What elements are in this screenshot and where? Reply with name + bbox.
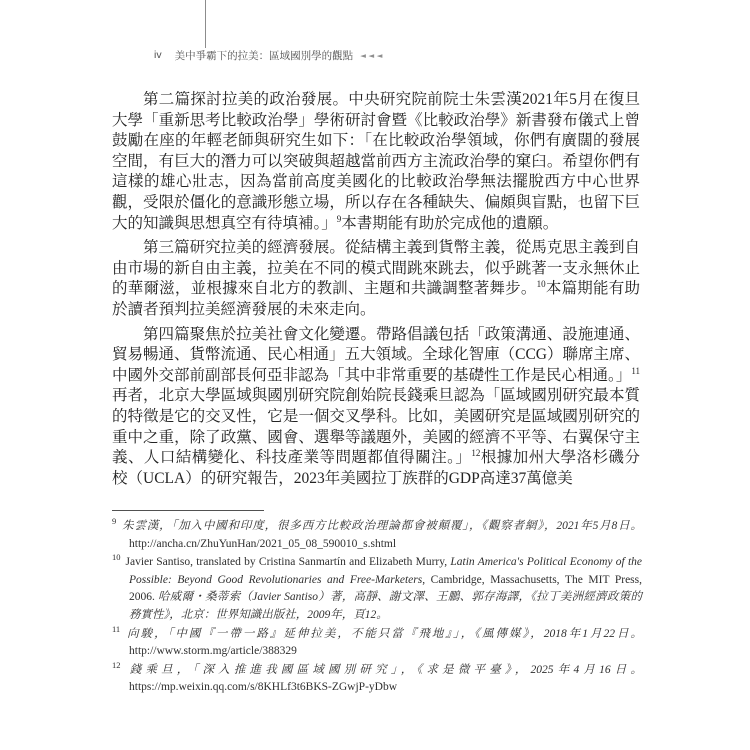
paragraph xyxy=(112,90,640,234)
footnote-text: 朱雲漢，「加入中國和印度，很多西方比較政治理論都會被顛覆」，《觀察者網》，2021年5月8日。 xyxy=(121,520,642,532)
text-run: 第四篇聚焦於拉美社會文化變遷。帶路倡議包括「政策溝通、設施連通、貿易暢通、貨幣流通、民心相通」五大領域。全球化智庫（CCG）聯席主席、中國外交部前副部長何亞非認為「其中非常重要的基礎性工作是民心相通。」 xyxy=(112,325,640,384)
page-header xyxy=(154,48,385,62)
text-run: 第三篇研究拉美的經濟發展。從結構主義到貨幣主義，從馬克思主義到自由市場的新自由主義，拉美在不同的模式間跳來跳去，似乎跳著一支永無休止的華爾滋，並根據來自北方的教訓、主題和共識調整著舞步。 xyxy=(112,239,640,298)
footnote-number: 11 xyxy=(112,623,121,634)
page-number: iv xyxy=(154,49,162,61)
footnote-ref: 9 xyxy=(336,213,342,224)
footnote-text: 錢乘旦，「深入推進我國區域國別研究」，《求是微平臺》，2025年4月16日。 xyxy=(125,663,642,676)
running-title: 美中爭霸下的拉美：區域國別學的觀點 xyxy=(174,49,354,62)
paragraph xyxy=(112,238,640,320)
footnote xyxy=(112,659,642,697)
footnote-url: http://www.storm.mg/article/388329 xyxy=(129,645,297,658)
text-run: 本篇期能有助於讀者預判拉美經濟發展的未來走向。 xyxy=(112,280,640,318)
text-run: 再者，北京大學區域與國別研究院創始院長錢乘旦認為「區域國別研究最本質的特徵是它的交叉性，它是一個交叉學科。比如，美國研究是區域國別研究的重中之重，除了政黨、國會、選舉等議題外，美國的經濟不平等、右翼保守主義、人口結構變化、科技產業等問題都值得關注。」 xyxy=(112,387,640,467)
footnote-separator xyxy=(112,510,264,511)
footnote-url: https://mp.weixin.qq.com/s/8KHLf3t6BKS-ZGwjP-yDbw xyxy=(129,681,398,694)
footnote-ref: 11 xyxy=(631,365,640,376)
footnote-ref: 12 xyxy=(471,447,481,458)
footnote-number: 9 xyxy=(112,516,117,527)
header-arrow-marks: ◄◄◄ xyxy=(360,50,385,60)
footnote-text: , Cambridge, Massachusetts, The MIT Press, 2006. xyxy=(129,573,643,604)
footnote-list xyxy=(112,518,642,697)
footnote-text: Javier Santiso, translated by Cristina Sanmartín and Elizabeth Murry, xyxy=(125,556,451,569)
text-run: 根據加州大學洛杉磯分校（UCLA）的研究報告，2023年美國拉丁族群的GDP高達37萬億美 xyxy=(112,449,640,487)
body-text-block xyxy=(112,90,640,493)
crop-mark-line xyxy=(205,0,206,48)
footnote-area xyxy=(112,510,642,698)
footnote-number: 10 xyxy=(112,552,121,563)
text-run: 本書期能有助於完成他的遺願。 xyxy=(341,214,559,232)
footnote xyxy=(112,623,642,661)
footnote-text: Latin America's Political Economy of the Possible: Beyond Good Revolutionaries and Free-Marketers xyxy=(129,556,642,586)
footnote xyxy=(112,518,642,553)
footnote-text: 向駿，「中國『一帶一路』延伸拉美，不能只當『飛地』」，《風傳媒》，2018年1月22日。 xyxy=(125,627,642,640)
paragraph xyxy=(112,325,640,490)
footnote-ref: 10 xyxy=(536,279,546,290)
footnote xyxy=(112,554,642,624)
footnote-number: 12 xyxy=(112,659,121,670)
footnote-url: http://ancha.cn/ZhuYunHan/2021_05_08_590010_s.shtml xyxy=(129,537,397,550)
footnote-text: 哈威爾・桑蒂索（Javier Santiso）著，高靜、謝文澤、王鵬、郭存海譯，《拉丁美洲經濟政策的務實性》，北京：世界知識出版社，2009年，頁12。 xyxy=(129,591,642,621)
text-run: 第二篇探討拉美的政治發展。中央研究院前院士朱雲漢2021年5月在復旦大學「重新思考比較政治學」學術研討會暨《比較政治學》新書發布儀式上曾鼓勵在座的年輕老師與研究生如下：「在比較政治學領域，你們有廣闊的發展空間，有巨大的潛力可以突破與超越當前西方主流政治學的窠臼。希望你們有這樣的雄心壯志，因為當前高度美國化的比較政治學無法擺脫西方中心世界觀，受限於僵化的意識形態立場，所以存在各種缺失、偏頗與盲點，也留下巨大的知識與思想真空有待填補。」 xyxy=(112,91,640,232)
